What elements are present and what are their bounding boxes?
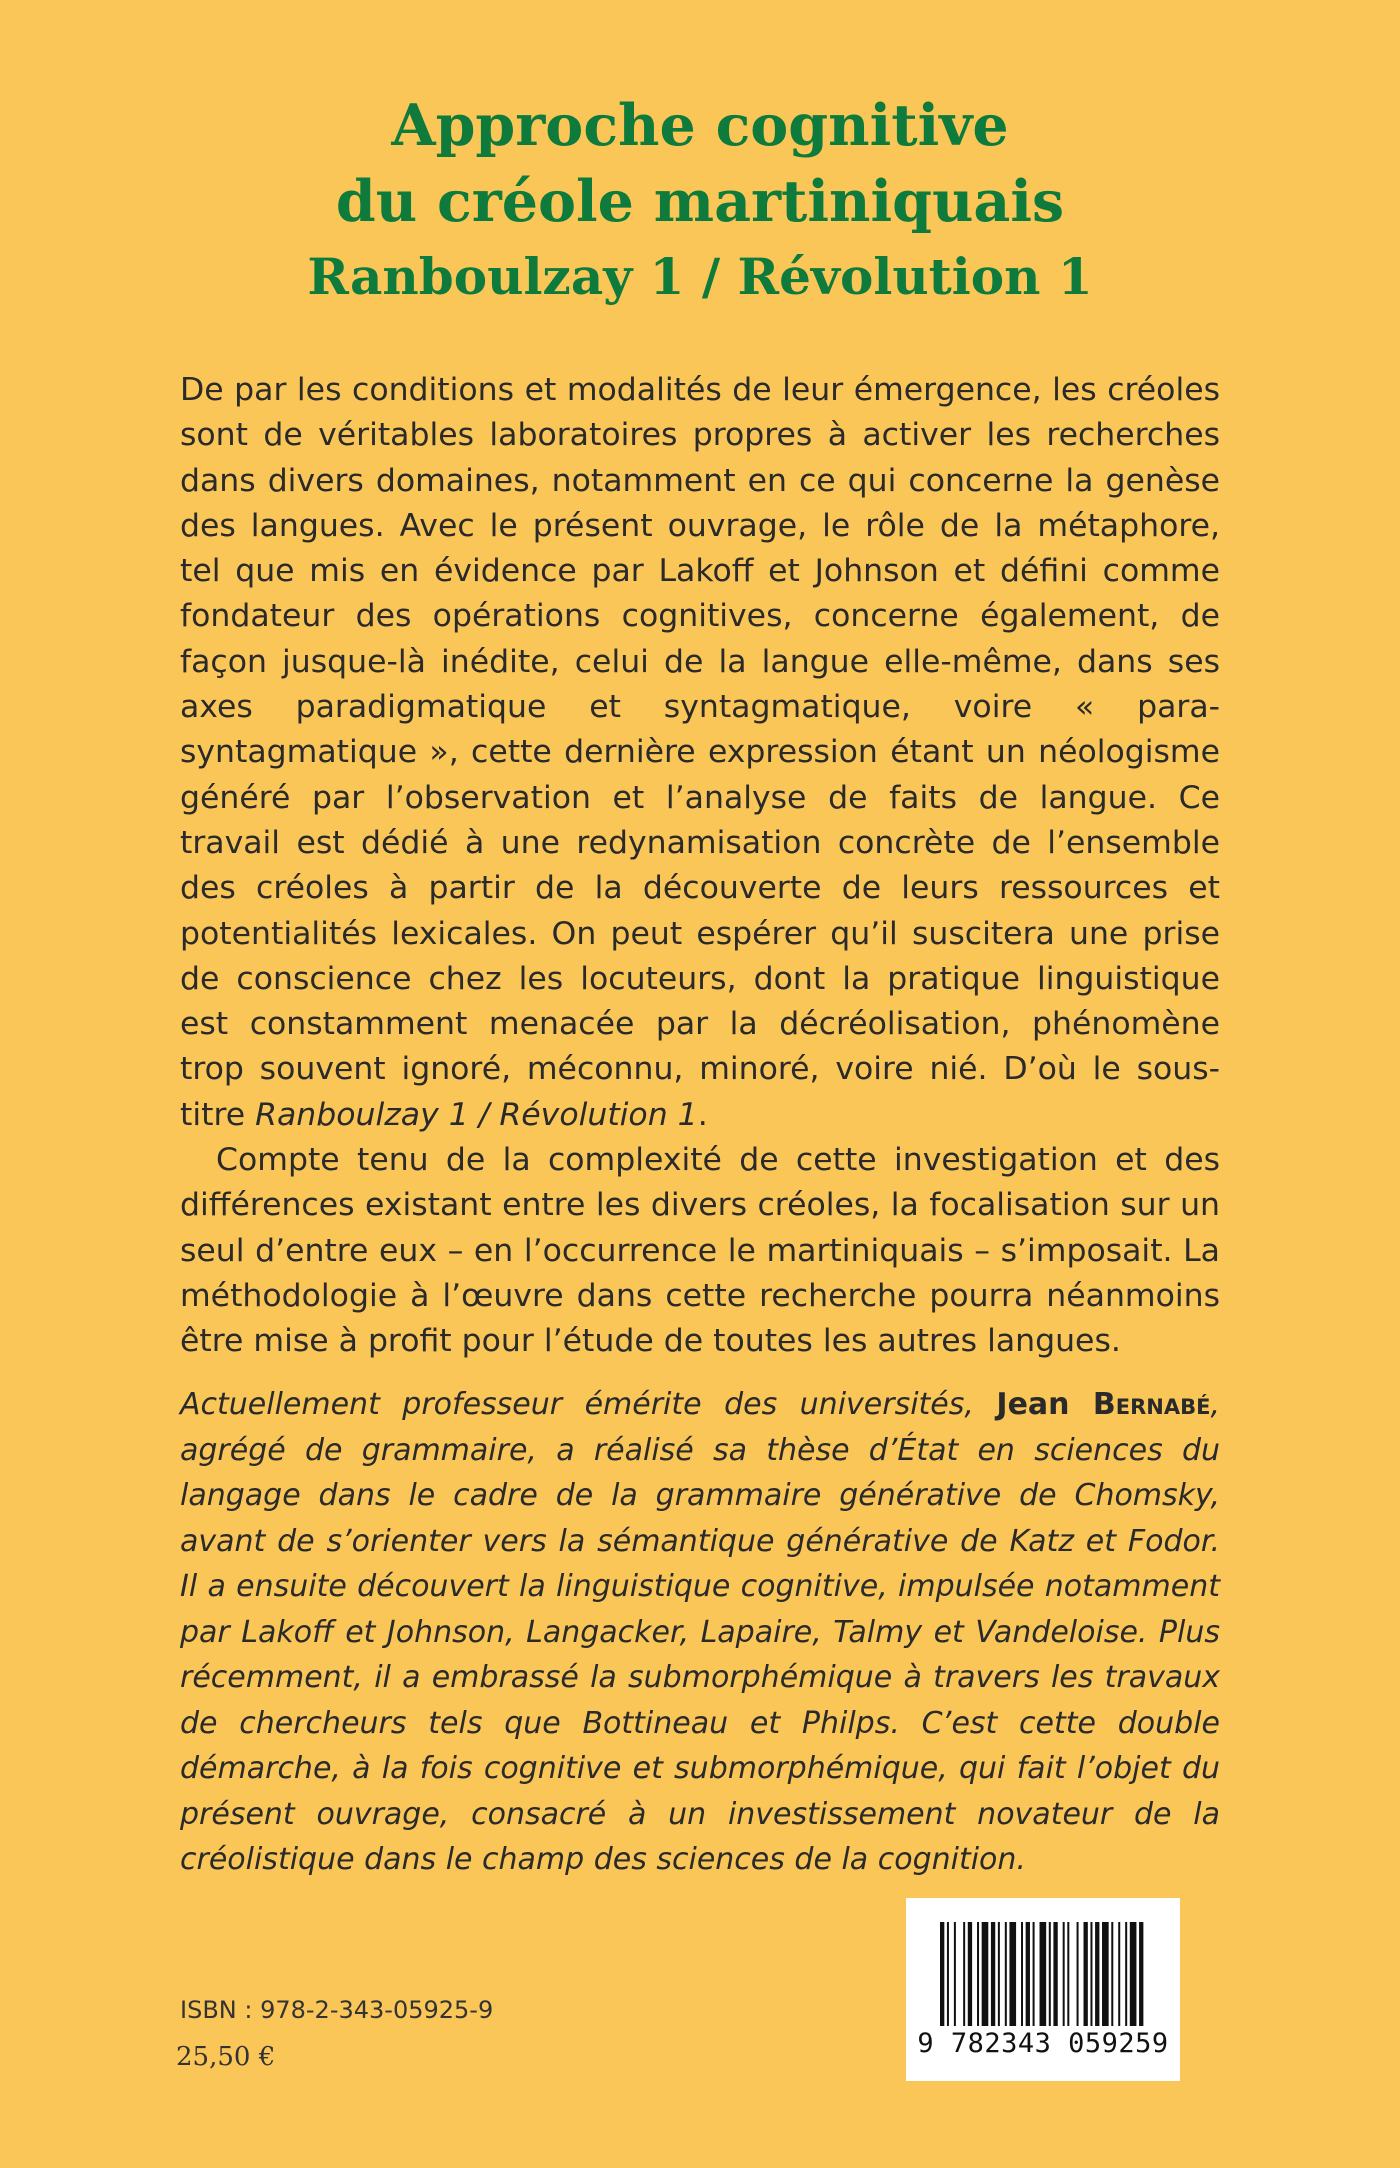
barcode-bar [1130, 1922, 1137, 2026]
summary-paragraph-2: Compte tenu de la complexité de cette investigation et des différences existant entre les divers créoles, la focalisation sur un seul d’entre eux – en l’occurrence le martiniquais – s’imposait. La méthodologie à l’œuvre dans cette recherche pourra néanmoins être mise à profit pour l’étude de toutes les autres langues. [180, 1142, 1220, 1360]
barcode-bar [1090, 1922, 1092, 2026]
summary-text [180, 368, 1220, 1365]
barcode-bar [1095, 1922, 1099, 2026]
barcode-bar [1033, 1922, 1035, 2026]
barcode-bar [1111, 1922, 1113, 2026]
barcode-bar [977, 1922, 979, 2026]
barcode-bar [1021, 1922, 1023, 2026]
barcode-bar [1005, 1922, 1007, 2026]
barcode-bar [1139, 1922, 1143, 2026]
author-first-name: Jean [996, 1387, 1093, 1422]
book-subtitle: Ranboulzay 1 / Révolution 1 [307, 247, 1093, 306]
barcode-bar [1118, 1922, 1120, 2026]
isbn-label: ISBN : 978-2-343-05925-9 [180, 1996, 494, 2024]
barcode-bars [940, 1922, 1146, 2026]
author-bio-paragraph [180, 1382, 1220, 1883]
author-bio [180, 1382, 1220, 1883]
barcode-bar [1049, 1922, 1051, 2026]
barcode-bar [1084, 1922, 1088, 2026]
barcode-bar [1077, 1922, 1079, 2026]
barcode-bar [954, 1922, 956, 2026]
summary-paragraph-1-end: . [697, 1096, 708, 1133]
barcode-bar [1040, 1922, 1047, 2026]
barcode-bar [991, 1922, 995, 2026]
barcode-bar [1053, 1922, 1057, 2026]
barcode-bar [1009, 1922, 1016, 2026]
price-label: 25,50 € [176, 2042, 276, 2072]
barcode [906, 1898, 1180, 2081]
book-title-line-2: du créole martiniquais [335, 168, 1065, 235]
barcode-bar [998, 1922, 1000, 2026]
barcode-bar [947, 1922, 949, 2026]
barcode-bar [968, 1922, 972, 2026]
barcode-bar [1067, 1922, 1069, 2026]
barcode-bar [1063, 1922, 1065, 2026]
barcode-bar [1026, 1922, 1030, 2026]
barcode-bar [940, 1922, 944, 2026]
bio-body: , agrégé de grammaire, a réalisé sa thèse d’État en sciences du langage dans le cadre de la grammaire générative de Chomsky, avant de s’orienter vers la sémantique générative de Katz et Fodor. Il a ensuite découvert la linguistique cognitive, impulsée notamment par Lakoff et Johnson, Langacker, Lapaire, Talmy et Vandeloise. Plus récemment, il a embrassé la submorphémique à travers les travaux de chercheurs tels que Bottineau et Philps. C’est cette double démarche, à la fois cognitive et submorphémique, qui fait l’objet du présent ouvrage, consacré à un investissement novateur de la créolistique dans le champ des sciences de la cognition. [180, 1387, 1220, 1877]
barcode-bar [1102, 1922, 1109, 2026]
summary-paragraph-1-text: De par les conditions et modalités de leur émergence, les créoles sont de véritables laboratoires propres à activer les recherches dans divers domaines, notamment en ce qui concerne la genèse des langues. Avec le présent ouvrage, le rôle de la métaphore, tel que mis en évidence par Lakoff et Johnson et défini comme fondateur des opérations cognitives, concerne également, de façon jusque-là inédite, celui de la langue elle-même, dans ses axes paradigmatique et syntagmatique, voire « para-syntagmatique », cette dernière expression étant un néologisme généré par l’observation et l’analyse de faits de langue. Ce travail est dédié à une redynamisation concrète de l’ensemble des créoles à partir de la découverte de leurs ressources et potentialités lexicales. On peut espérer qu’il suscitera une prise de conscience chez les locuteurs, dont la pratique linguistique est constamment menacée par la décréolisation, phénomène trop souvent ignoré, méconnu, minoré, voire nié. D’où le sous-titre [180, 372, 1220, 1133]
summary-paragraph-1 [180, 368, 1220, 1138]
bio-intro: Actuellement professeur émérite des universités, [180, 1387, 997, 1422]
barcode-digits: 9 782343 059259 [917, 2028, 1169, 2059]
barcode-bar [982, 1922, 989, 2026]
book-title-line-1: Approche cognitive [391, 92, 1009, 159]
barcode-bar [1125, 1922, 1127, 2026]
title-block [0, 88, 1400, 312]
summary-subtitle-reference: Ranboulzay 1 / Révolution 1 [255, 1096, 698, 1133]
author-last-name: Bernabé [1092, 1387, 1211, 1422]
author-name [996, 1387, 1210, 1422]
barcode-bar [963, 1922, 965, 2026]
